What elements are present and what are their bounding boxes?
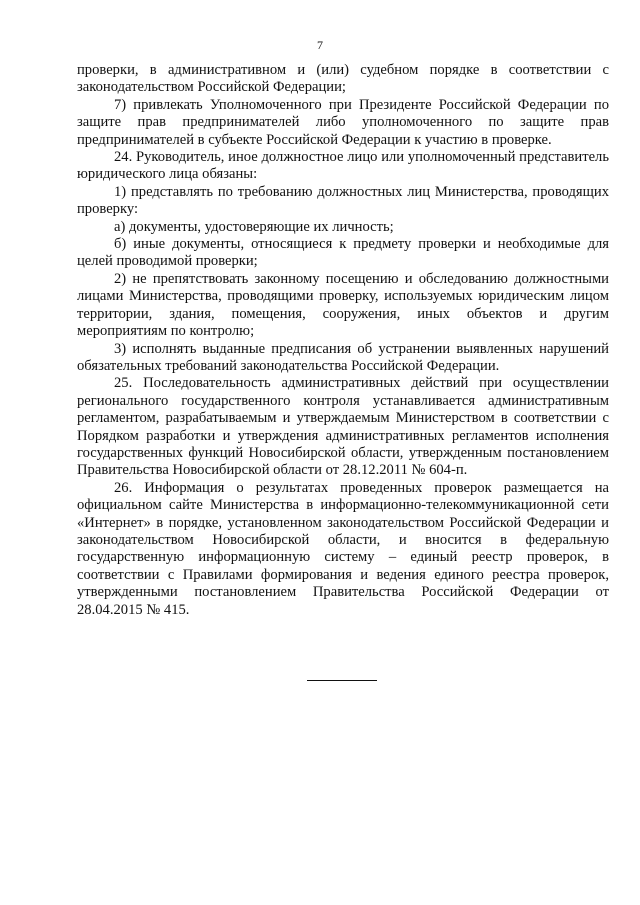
paragraph-item-2: 2) не препятствовать законному посещению и обследованию должностными лицами Министерства, проводящими проверку, используемых юридическим лицом территории, здания, помещения, сооружения, иных объектов и другим мероприятиям по контролю; xyxy=(77,270,609,340)
paragraph-continuation: проверки, в административном и (или) судебном порядке в соответствии с законодательством Российской Федерации; xyxy=(77,62,609,96)
paragraph-clause-26: 26. Информация о результатах проведенных проверок размещается на официальном сайте Министерства в информационно-телекоммуникационной сети «Интернет» в порядке, установленном законодательством Российской Федерации и законодательством Новосибирской области, и вносится в федеральную государственную информационную систему – единый реестр проверок, в соответствии с Правилами формирования и ведения единого реестра проверок, утвержденными постановлением Правительства Российской Федерации от 28.04.2015 № 415. xyxy=(77,479,609,618)
document-body xyxy=(77,62,609,619)
page-number: 7 xyxy=(317,38,323,52)
paragraph-subitem-a: а) документы, удостоверяющие их личность; xyxy=(114,218,394,235)
paragraph-item-3: 3) исполнять выданные предписания об устранении выявленных нарушений обязательных требований законодательства Российской Федерации. xyxy=(77,340,609,374)
paragraph-item-1: 1) представлять по требованию должностных лиц Министерства, проводящих проверку: xyxy=(77,183,609,218)
end-of-document-rule xyxy=(307,680,377,681)
paragraph-clause-25: 25. Последовательность административных действий при осуществлении регионального государственного контроля устанавливается административным регламентом, разрабатываемым и утверждаемым Министерством в соответствии с Порядком разработки и утверждения административных регламентов исполнения государственных функций Новосибирской области, утвержденным постановлением Правительства Новосибирской области от 28.12.2011 № 604-п. xyxy=(77,375,609,479)
paragraph-subitem-b: б) иные документы, относящиеся к предмету проверки и необходимые для целей проводимой проверки; xyxy=(77,236,609,270)
paragraph-item-7: 7) привлекать Уполномоченного при Президенте Российской Федерации по защите прав предпринимателей либо уполномоченного по защите прав предпринимателей в субъекте Российской Федерации к участию в проверке. xyxy=(77,96,609,148)
paragraph-clause-24: 24. Руководитель, иное должностное лицо или уполномоченный представитель юридического лица обязаны: xyxy=(77,149,609,183)
